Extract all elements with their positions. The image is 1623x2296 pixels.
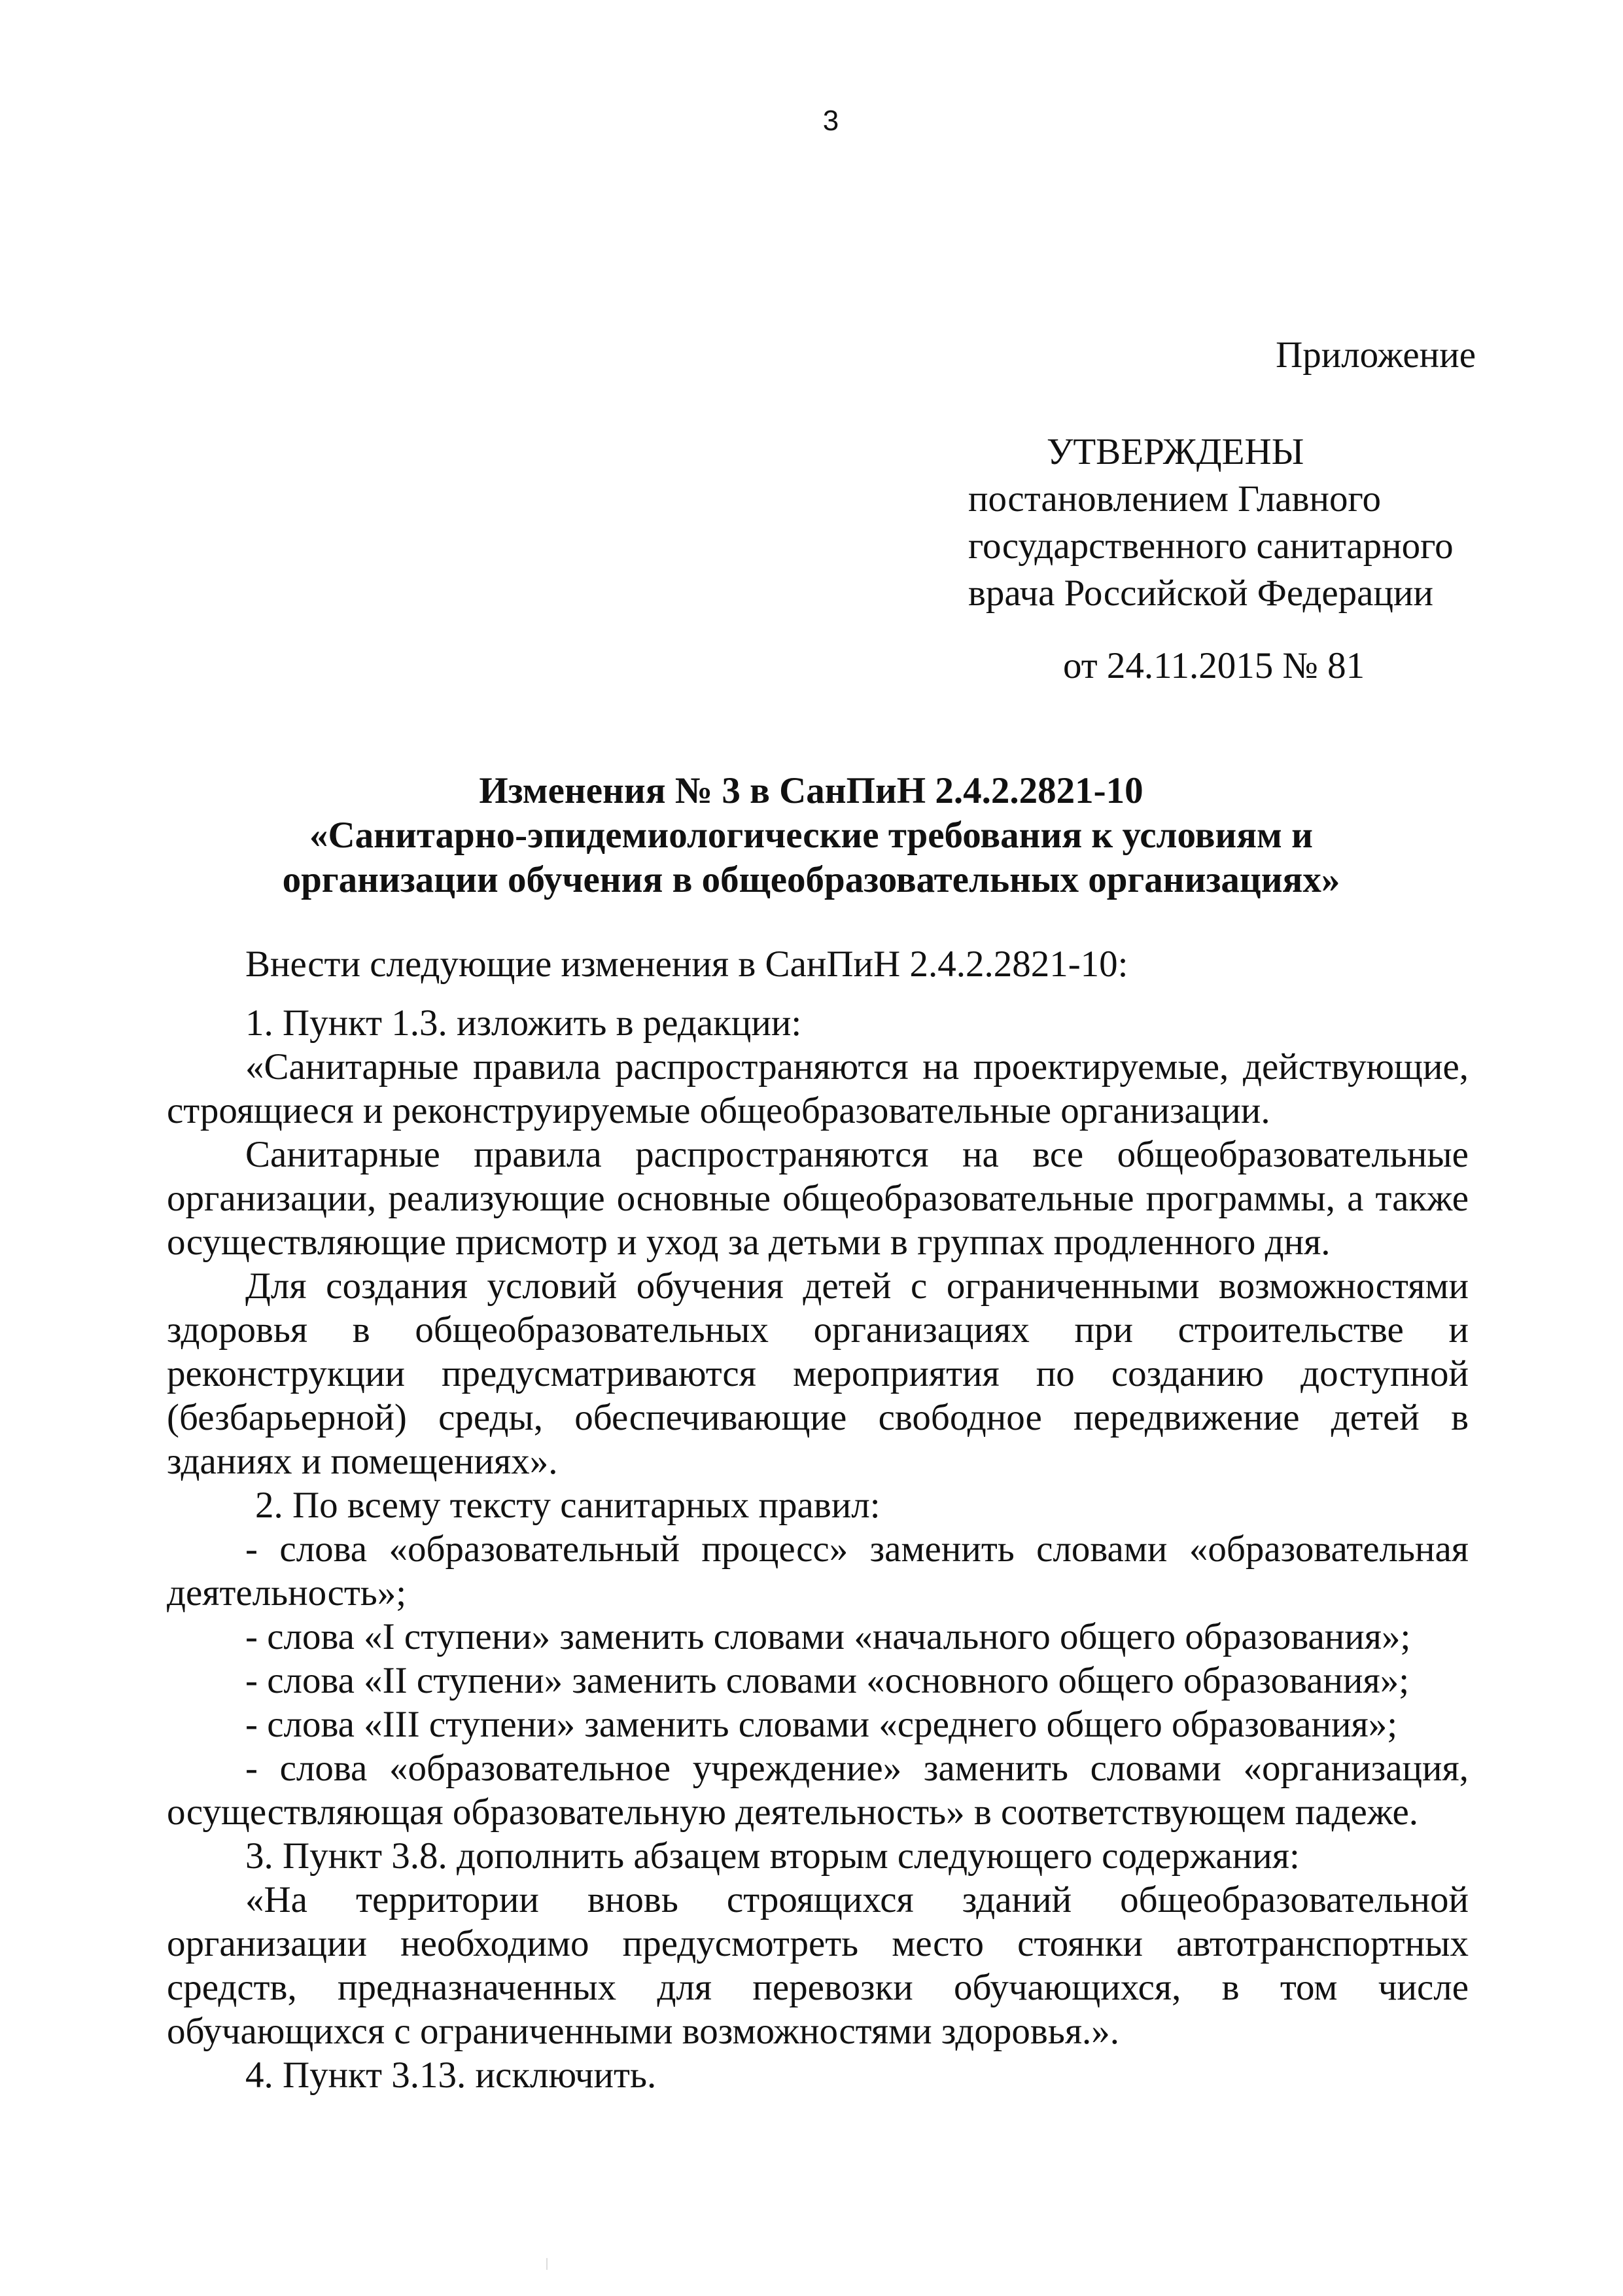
item-2-heading: 2. По всему тексту санитарных правил: (255, 1485, 881, 1526)
item-1-paragraph-3: Для создания условий обучения детей с ограниченными возможностями здоровья в общеобразовательных организациях при строительстве и реконструкции предусматриваются мероприятия по созданию доступной (безбарьерной) среды, обеспечивающие свободное передвижение детей в зданиях и помещениях». (167, 1265, 1469, 1482)
item-2-bullet-2: - слова «I ступени» заменить словами «начального общего образования»; (245, 1616, 1411, 1657)
item-2-bullet-5: - слова «образовательное учреждение» заменить словами «организация, осуществляющая образовательную деятельность» в соответствующем падеже. (167, 1748, 1469, 1833)
approval-date: от 24.11.2015 № 81 (1063, 645, 1365, 686)
item-1-paragraph-1: «Санитарные правила распространяются на проектируемые, действующие, строящиеся и реконструируемые общеобразовательные организации. (167, 1046, 1469, 1131)
document-title-line-1: Изменения № 3 в СанПиН 2.4.2.2821-10 (479, 770, 1143, 811)
approval-title: УТВЕРЖДЕНЫ (1047, 431, 1304, 472)
item-3-paragraph-1: «На территории вновь строящихся зданий общеобразовательной организации необходимо предусмотреть место стоянки автотранспортных средств, предназначенных для перевозки обучающихся, в том числе обучающихся с ограниченными возможностями здоровья.». (167, 1879, 1469, 2052)
document-title-line-3: организации обучения в общеобразовательных организациях» (282, 859, 1340, 900)
approval-line-1: постановлением Главного (968, 478, 1381, 520)
document-body (167, 942, 1469, 2097)
intro-paragraph: Внести следующие изменения в СанПиН 2.4.2.2821-10: (245, 944, 1128, 985)
item-2-bullet-3: - слова «II ступени» заменить словами «основного общего образования»; (245, 1660, 1410, 1701)
item-3-heading: 3. Пункт 3.8. дополнить абзацем вторым следующего содержания: (245, 1835, 1300, 1877)
document-title-line-2: «Санитарно-эпидемиологические требования к условиям и (309, 815, 1313, 856)
appendix-label: Приложение (1276, 334, 1476, 376)
item-1-paragraph-2: Санитарные правила распространяются на все общеобразовательные организации, реализующие основные общеобразовательные программы, а также осуществляющие присмотр и уход за детьми в группах продленного дня. (167, 1134, 1469, 1263)
document-title (164, 769, 1459, 902)
approval-line-2: государственного санитарного (968, 525, 1454, 567)
item-2-bullet-1: - слова «образовательный процесс» заменить словами «образовательная деятельность»; (167, 1528, 1469, 1614)
approval-line-3: врача Российской Федерации (968, 573, 1433, 614)
page-number: 3 (822, 105, 839, 137)
approval-block (968, 429, 1505, 617)
item-1-heading: 1. Пункт 1.3. изложить в редакции: (245, 1002, 802, 1044)
scan-mark (546, 2258, 548, 2270)
item-2-bullet-4: - слова «III ступени» заменить словами «среднего общего образования»; (245, 1704, 1398, 1745)
item-4-heading: 4. Пункт 3.13. исключить. (245, 2055, 657, 2096)
